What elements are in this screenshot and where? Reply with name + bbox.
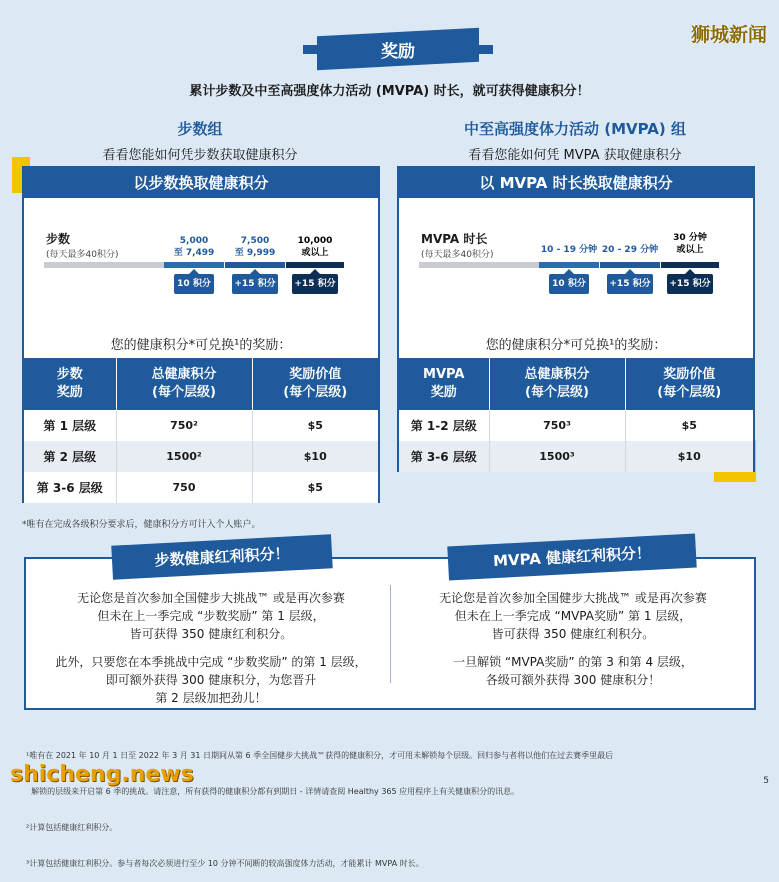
tier-3-badge: +15 积分 xyxy=(667,274,713,294)
mvpa-group-subtitle: 看看您能如何凭 MVPA 获取健康积分 xyxy=(468,148,682,163)
footnote-2: ²计算包括健康红利积分。 xyxy=(26,823,118,832)
tier-bar-3 xyxy=(286,262,344,268)
tier-2-label: 20 - 29 分钟 xyxy=(601,245,659,255)
table-row: 第 1-2 层级 750³ $5 xyxy=(399,410,753,441)
steps-rewards-table xyxy=(24,358,378,503)
page-number: 5 xyxy=(763,776,769,786)
steps-group-subtitle: 看看您能如何凭步数获取健康积分 xyxy=(102,148,298,163)
tier-2-label: 7,500 至 9,999 xyxy=(234,236,276,258)
mvpa-row-label: MVPA 时长 xyxy=(421,232,488,246)
tier-3-label: 10,000 或以上 xyxy=(297,236,333,258)
table-row: 第 3-6 层级 1500³ $10 xyxy=(399,441,753,472)
steps-col-1: 步数 奖励 xyxy=(24,358,116,410)
tier-bar-1 xyxy=(539,262,599,268)
tier-1-badge: 10 积分 xyxy=(174,274,214,294)
bonus-box xyxy=(24,557,756,710)
tier-bar-3 xyxy=(661,262,719,268)
steps-group-title: 步数组 xyxy=(177,120,223,138)
steps-col-2: 总健康积分 (每个层级) xyxy=(116,358,252,410)
mvpa-bonus-para1: 无论您是首次参加全国健步大挑战™ 或是再次参赛 但未在上一季完成 “MVPA奖励” 第 1 层级， 皆可获得 350 健康红利积分。 xyxy=(439,591,707,641)
mvpa-convert-text: 您的健康积分*可兑换¹的奖励： xyxy=(485,338,667,353)
steps-row-sub: (每天最多40积分) xyxy=(46,250,119,260)
tier-1-badge: 10 积分 xyxy=(549,274,589,294)
mvpa-row-sub: (每天最多40积分) xyxy=(421,250,494,260)
footnote-3: ³计算包括健康红利积分。参与者每次必须进行至少 10 分钟不间断的较高强度体力活动，才能累计 MVPA 时长。 xyxy=(26,859,424,868)
footnote-1: ¹唯有在 2021 年 10 月 1 日至 2022 年 3 月 31 日期间从第 6 季全国健步大挑战™获得的健康积分，才可用未解锁每个层级。回归参与者将以他们在过去赛季里最后 xyxy=(26,751,614,760)
mvpa-col-2: 总健康积分 (每个层级) xyxy=(489,358,625,410)
tier-3-label: 30 分钟 或以上 xyxy=(673,233,707,255)
grey-bar xyxy=(419,262,539,268)
footnotes xyxy=(26,726,756,882)
intro-text: 累计步数及中至高强度体力活动 (MVPA) 时长，就可获得健康积分！ xyxy=(189,84,590,99)
grey-bar xyxy=(44,262,164,268)
tier-1-label: 10 - 19 分钟 xyxy=(540,245,598,255)
mvpa-bonus-tag: MVPA 健康红利积分！ xyxy=(447,534,696,581)
mvpa-col-3: 奖励价值 (每个层级) xyxy=(625,358,753,410)
tier-3-badge: +15 积分 xyxy=(292,274,338,294)
steps-panel-title: 以步数换取健康积分 xyxy=(24,168,378,198)
steps-bonus-tag: 步数健康红利积分！ xyxy=(111,534,332,579)
table-row: 第 1 层级 750² $5 xyxy=(24,410,378,441)
steps-col-3: 奖励价值 (每个层级) xyxy=(252,358,378,410)
tier-1-label: 5,000 至 7,499 xyxy=(173,236,215,258)
tier-bar-1 xyxy=(164,262,224,268)
steps-panel xyxy=(22,166,380,503)
watermark-logo: 狮城新闻 xyxy=(690,24,767,46)
rewards-banner xyxy=(303,30,493,68)
tier-2-badge: +15 积分 xyxy=(607,274,653,294)
footnote-1b: 解锁的层级来开启第 6 季的挑战。请注意，所有获得的健康积分都有到期日 - 详情请查阅 Healthy 365 应用程序上有关健康积分的讯息。 xyxy=(26,787,520,796)
mvpa-rewards-table xyxy=(399,358,753,472)
watermark-bottom: shicheng.news xyxy=(10,762,194,787)
tier-bar-2 xyxy=(225,262,285,268)
steps-bonus-para1: 无论您是首次参加全国健步大挑战™ 或是再次参赛 但未在上一季完成 “步数奖励” 第 1 层级， 皆可获得 350 健康红利积分。 xyxy=(77,591,345,641)
table-row: 第 2 层级 1500² $10 xyxy=(24,441,378,472)
asterisk-note: *唯有在完成各级积分要求后，健康积分方可计入个人账户。 xyxy=(22,520,261,530)
mvpa-panel xyxy=(397,166,755,472)
steps-bonus-para2: 此外，只要您在本季挑战中完成 “步数奖励” 的第 1 层级， 即可额外获得 300 健康积分，为您晋升 第 2 层级加把劲儿！ xyxy=(55,655,367,705)
steps-row-label: 步数 xyxy=(46,232,71,246)
mvpa-bonus-para2: 一旦解锁 “MVPA奖励” 的第 3 和第 4 层级， 各级可额外获得 300 健康积分！ xyxy=(453,655,693,687)
divider xyxy=(390,585,391,683)
tier-2-badge: +15 积分 xyxy=(232,274,278,294)
banner-title: 奖励 xyxy=(381,42,415,62)
mvpa-panel-title: 以 MVPA 时长换取健康积分 xyxy=(399,168,753,198)
table-row: 第 3-6 层级 750 $5 xyxy=(24,472,378,503)
tier-bar-2 xyxy=(600,262,660,268)
steps-convert-text: 您的健康积分*可兑换¹的奖励： xyxy=(110,338,292,353)
mvpa-col-1: MVPA 奖励 xyxy=(399,358,489,410)
mvpa-group-title: 中至高强度体力活动 (MVPA) 组 xyxy=(464,120,686,138)
